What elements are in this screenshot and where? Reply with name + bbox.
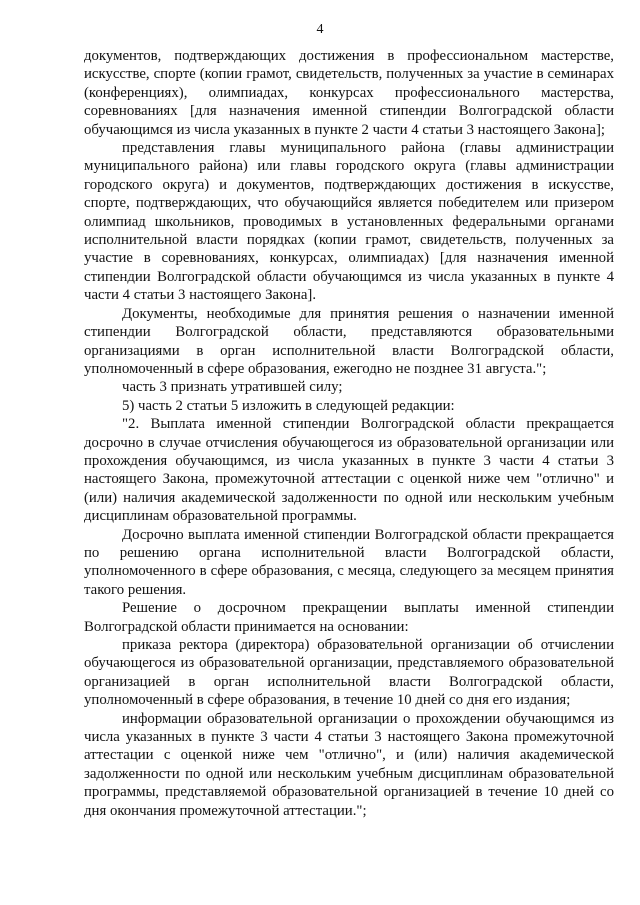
document-body <box>84 47 614 820</box>
paragraph-1: документов, подтверждающих достижения в профессиональном мастерстве, искусстве, спорте (копии грамот, свидетельств, полученных за участие в семинарах (конференциях), олимпиадах, конкурсах профессионального мастерства, соревнованиях [для назначения именной стипендии Волгоградской области обучающимся из числа указанных в пункте 2 части 4 статьи 3 настоящего Закона]; <box>84 48 614 138</box>
paragraph-9: приказа ректора (директора) образовательной организации об отчислении обучающегося из образовательной организации, представляемого образовательной организацией в орган исполнительной власти Волгоградской области, уполномоченный в сфере образования, в течение 10 дней со дня его издания; <box>84 637 614 709</box>
paragraph-2: представления главы муниципального района (главы администрации муниципального района) или главы городского округа (главы администрации городского округа) и документов, подтверждающих достижения в искусстве, спорте, подтверждающих, что обучающийся является победителем или призером олимпиад школьников, проводимых в установленных федеральными органами исполнительной власти порядках (копии грамот, свидетельств, полученных за участие в соревнованиях, конкурсах, олимпиадах) [для назначения именной стипендии Волгоградской области обучающимся из числа указанных в пункте 4 части 4 статьи 3 настоящего Закона]. <box>84 140 614 304</box>
paragraph-8: Решение о досрочном прекращении выплаты именной стипендии Волгоградской области принимается на основании: <box>84 600 614 635</box>
paragraph-7: Досрочно выплата именной стипендии Волгоградской области прекращается по решению органа исполнительной власти Волгоградской области, уполномоченного в сфере образования, с месяца, следующего за месяцем принятия такого решения. <box>84 526 614 598</box>
page-number: 4 <box>316 22 324 37</box>
paragraph-3: Документы, необходимые для принятия решения о назначении именной стипендии Волгоградской области, представляются образовательными организациями в орган исполнительной власти Волгоградской области, уполномоченный в сфере образования, ежегодно не позднее 31 августа."; <box>84 305 614 377</box>
paragraph-6: "2. Выплата именной стипендии Волгоградской области прекращается досрочно в случае отчисления обучающегося из образовательной организации или прохождения обучающимся, из числа указанных в пункте 3 части 4 статьи 3 настоящего Закона, промежуточной аттестации с оценкой ниже чем "отлично" и (или) наличия академической задолженности по одной или нескольким учебным дисциплинам образовательной программы. <box>84 416 614 525</box>
paragraph-10: информации образовательной организации о прохождении обучающимся из числа указанных в пункте 3 части 4 статьи 3 настоящего Закона промежуточной аттестации с оценкой ниже чем "отлично", и (или) наличия академической задолженности по одной или нескольким учебным дисциплинам образовательной программы, представляемой образовательной организацией в течение 10 дней со дня окончания промежуточной аттестации."; <box>84 710 614 819</box>
paragraph-5: 5) часть 2 статьи 5 изложить в следующей редакции: <box>122 397 455 414</box>
paragraph-4: часть 3 признать утратившей силу; <box>122 379 343 396</box>
